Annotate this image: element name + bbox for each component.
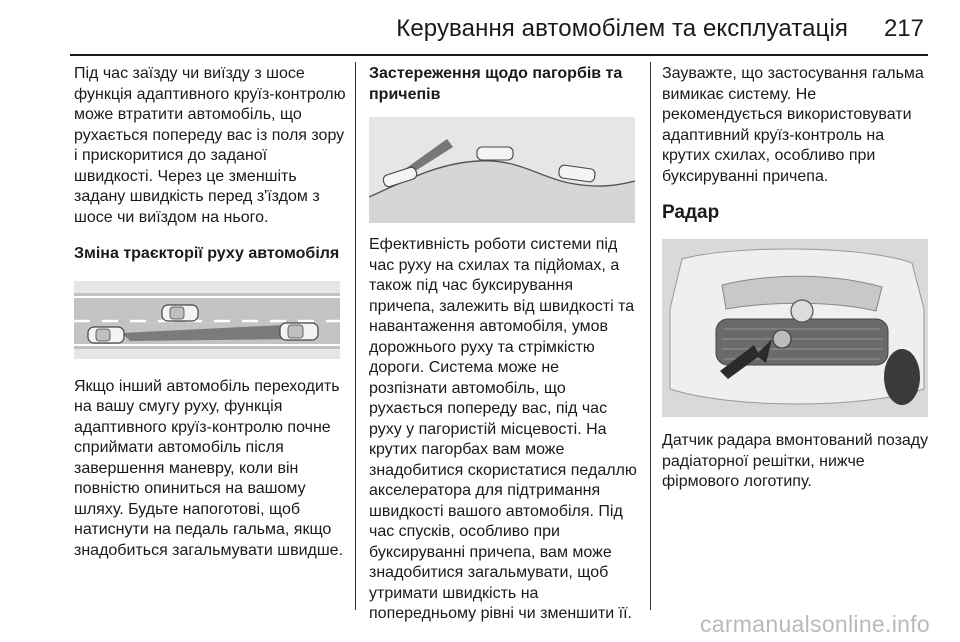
column-divider-1 bbox=[355, 62, 356, 610]
brake-note-paragraph: Зауважте, що застосування гальма вимикає систему. Не рекомендується використовувати адаптивний круїз-контроль на крутих схилах, особливо при буксируванні причепа. bbox=[662, 65, 924, 185]
header-divider bbox=[70, 54, 928, 56]
page-number: 217 bbox=[883, 15, 924, 42]
column-2 bbox=[369, 64, 639, 625]
watermark: carmanualsonline.info bbox=[699, 611, 930, 637]
own-car-icon bbox=[88, 327, 124, 343]
radar-sensor-icon bbox=[773, 330, 791, 348]
page-title: Керування автомобілем та експлуатація bbox=[396, 15, 848, 42]
radar-heading: Радар bbox=[662, 202, 720, 223]
lane-change-illustration bbox=[74, 281, 340, 359]
highway-exit-paragraph: Під час заїзду чи виїзду з шосе функція адаптивного круїз-контролю може втратити автомобіль, що рухається попереду вас із поля зору і прискоритися до заданої швидкості. Через це зменшіть задану швидкість перед з'їздом з шосе чи виїздом на нього. bbox=[74, 65, 346, 226]
lane-change-heading: Зміна траєкторії руху автомобіля bbox=[74, 245, 340, 262]
lead-car-icon bbox=[280, 323, 318, 340]
brand-logo-icon bbox=[791, 300, 813, 322]
hill-driving-illustration bbox=[369, 117, 635, 223]
page-header bbox=[0, 0, 960, 58]
column-divider-2 bbox=[650, 62, 651, 610]
column-3 bbox=[662, 64, 932, 493]
radar-location-paragraph: Датчик радара вмонтований позаду радіаторної решітки, нижче фірмового логотипу. bbox=[662, 432, 929, 490]
radar-sensor-photo bbox=[662, 239, 928, 417]
column-1 bbox=[74, 64, 346, 561]
hills-trailers-heading: Застереження щодо пагорбів та причепів bbox=[369, 65, 623, 103]
hills-trailers-paragraph: Ефективність роботи системи під час руху на схилах та підйомах, а також під час буксирування причепа, залежить від швидкості та навантаження автомобіля, умов дорожнього руху та стрімкістю дороги. Система може не розпізнати автомобіль, що рухається попереду вас, під час руху у пагористій місцевості. На крутих пагорбах вам може знадобитися скористатися педаллю акселератора для підтримання швидкості вашого автомобіля. Під час спусків, особливо при буксируванні причепа, вам може знадобитися загальмувати, щоб утримати швидкість на попередньому рівні чи зменшити її. bbox=[369, 236, 637, 622]
merging-car-icon bbox=[162, 305, 198, 321]
lane-change-paragraph: Якщо інший автомобіль переходить на вашу смугу руху, функція адаптивного круїз-контролю почне сприймати автомобіль після завершення маневру, коли він повністю опиниться на вашому шляху. Будьте напоготові, щоб натиснути на педаль гальма, якщо знадобиться загальмувати швидше. bbox=[74, 377, 344, 559]
car-on-hill-2-icon bbox=[477, 147, 513, 160]
